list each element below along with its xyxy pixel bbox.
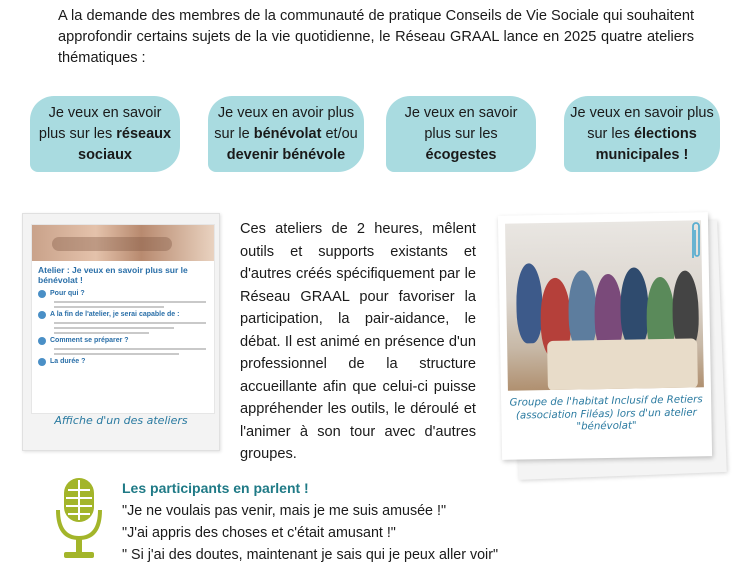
poster-text-line xyxy=(54,301,206,303)
theme-bubble-ecogestures xyxy=(386,96,536,172)
theme-bubble-elections xyxy=(564,96,720,172)
bubble-bold: élections municipales ! xyxy=(595,125,697,163)
photo-person xyxy=(620,267,649,347)
group-photo xyxy=(505,220,704,390)
bubble-text: Je veux en savoir plus sur les xyxy=(404,104,518,142)
quote: " Si j'ai des doutes, maintenant je sais qui je peux aller voir" xyxy=(122,547,499,563)
body-paragraph: Ces ateliers de 2 heures, mêlent outils et supports existants et d'autres créés spécifiquement par le Réseau GRAAL pour favoriser la participation, la pair-aidance, le débat. Il est animé en présence d'un professionnel de la structure accueillante afin que celui-ci puisse appréhender les outils, le déroulé et l'animer à son tour avec d'autres groupes. xyxy=(240,221,476,462)
poster-section: A la fin de l'atelier, je serai capable de : xyxy=(32,308,214,319)
photo-caption: Groupe de l'habitat Inclusif de Retiers (association Filéas) lors d'un atelier "bénévolat" xyxy=(509,394,703,433)
poster-section: Pour qui ? xyxy=(32,287,214,298)
theme-bubble-social-networks xyxy=(30,96,180,172)
bubble-bold: réseaux sociaux xyxy=(78,125,172,163)
poster-hands-photo xyxy=(32,225,214,261)
workshop-poster xyxy=(31,224,215,414)
poster-text-line xyxy=(54,348,206,350)
group-photo-frame xyxy=(498,212,712,460)
bubble-text: Je veux en savoir plus sur les xyxy=(38,104,162,142)
poster-title: Atelier : Je veux en savoir plus sur le bénévolat ! xyxy=(38,265,188,285)
photo-person xyxy=(516,263,543,343)
theme-bubble-volunteering xyxy=(208,96,364,172)
poster-text-line xyxy=(54,322,206,324)
bubble-bold: écogestes xyxy=(425,146,497,163)
poster-caption: Affiche d'un des ateliers xyxy=(54,414,188,427)
bubble-bold-2: devenir bénévole xyxy=(226,146,346,163)
bubble-text: Je veux en savoir plus sur les xyxy=(570,104,714,142)
bubble-bold: bénévolat xyxy=(253,125,322,142)
intro-paragraph: A la demande des membres de la communauté de pratique Conseils de Vie Sociale qui souhaitent approfondir certains sujets de la vie quotidienne, le Réseau GRAAL lance en 2025 quatre ateliers thématiques : xyxy=(58,8,694,66)
bubble-text: Je veux en avoir plus sur le xyxy=(214,104,355,142)
photo-person xyxy=(568,270,597,350)
paperclip-icon xyxy=(689,218,703,264)
quotes-heading: Les participants en parlent ! xyxy=(122,480,309,496)
quote: "J'ai appris des choses et c'était amusant !" xyxy=(122,525,396,541)
poster-text-line xyxy=(54,327,174,329)
quote: "Je ne voulais pas venir, mais je me suis amusée !" xyxy=(122,503,447,519)
poster-section: La durée ? xyxy=(32,355,214,366)
microphone-icon xyxy=(54,476,104,566)
photo-table xyxy=(547,338,698,390)
bubble-text-mid: et/ou xyxy=(321,125,358,142)
poster-section: Comment se préparer ? xyxy=(32,334,214,345)
